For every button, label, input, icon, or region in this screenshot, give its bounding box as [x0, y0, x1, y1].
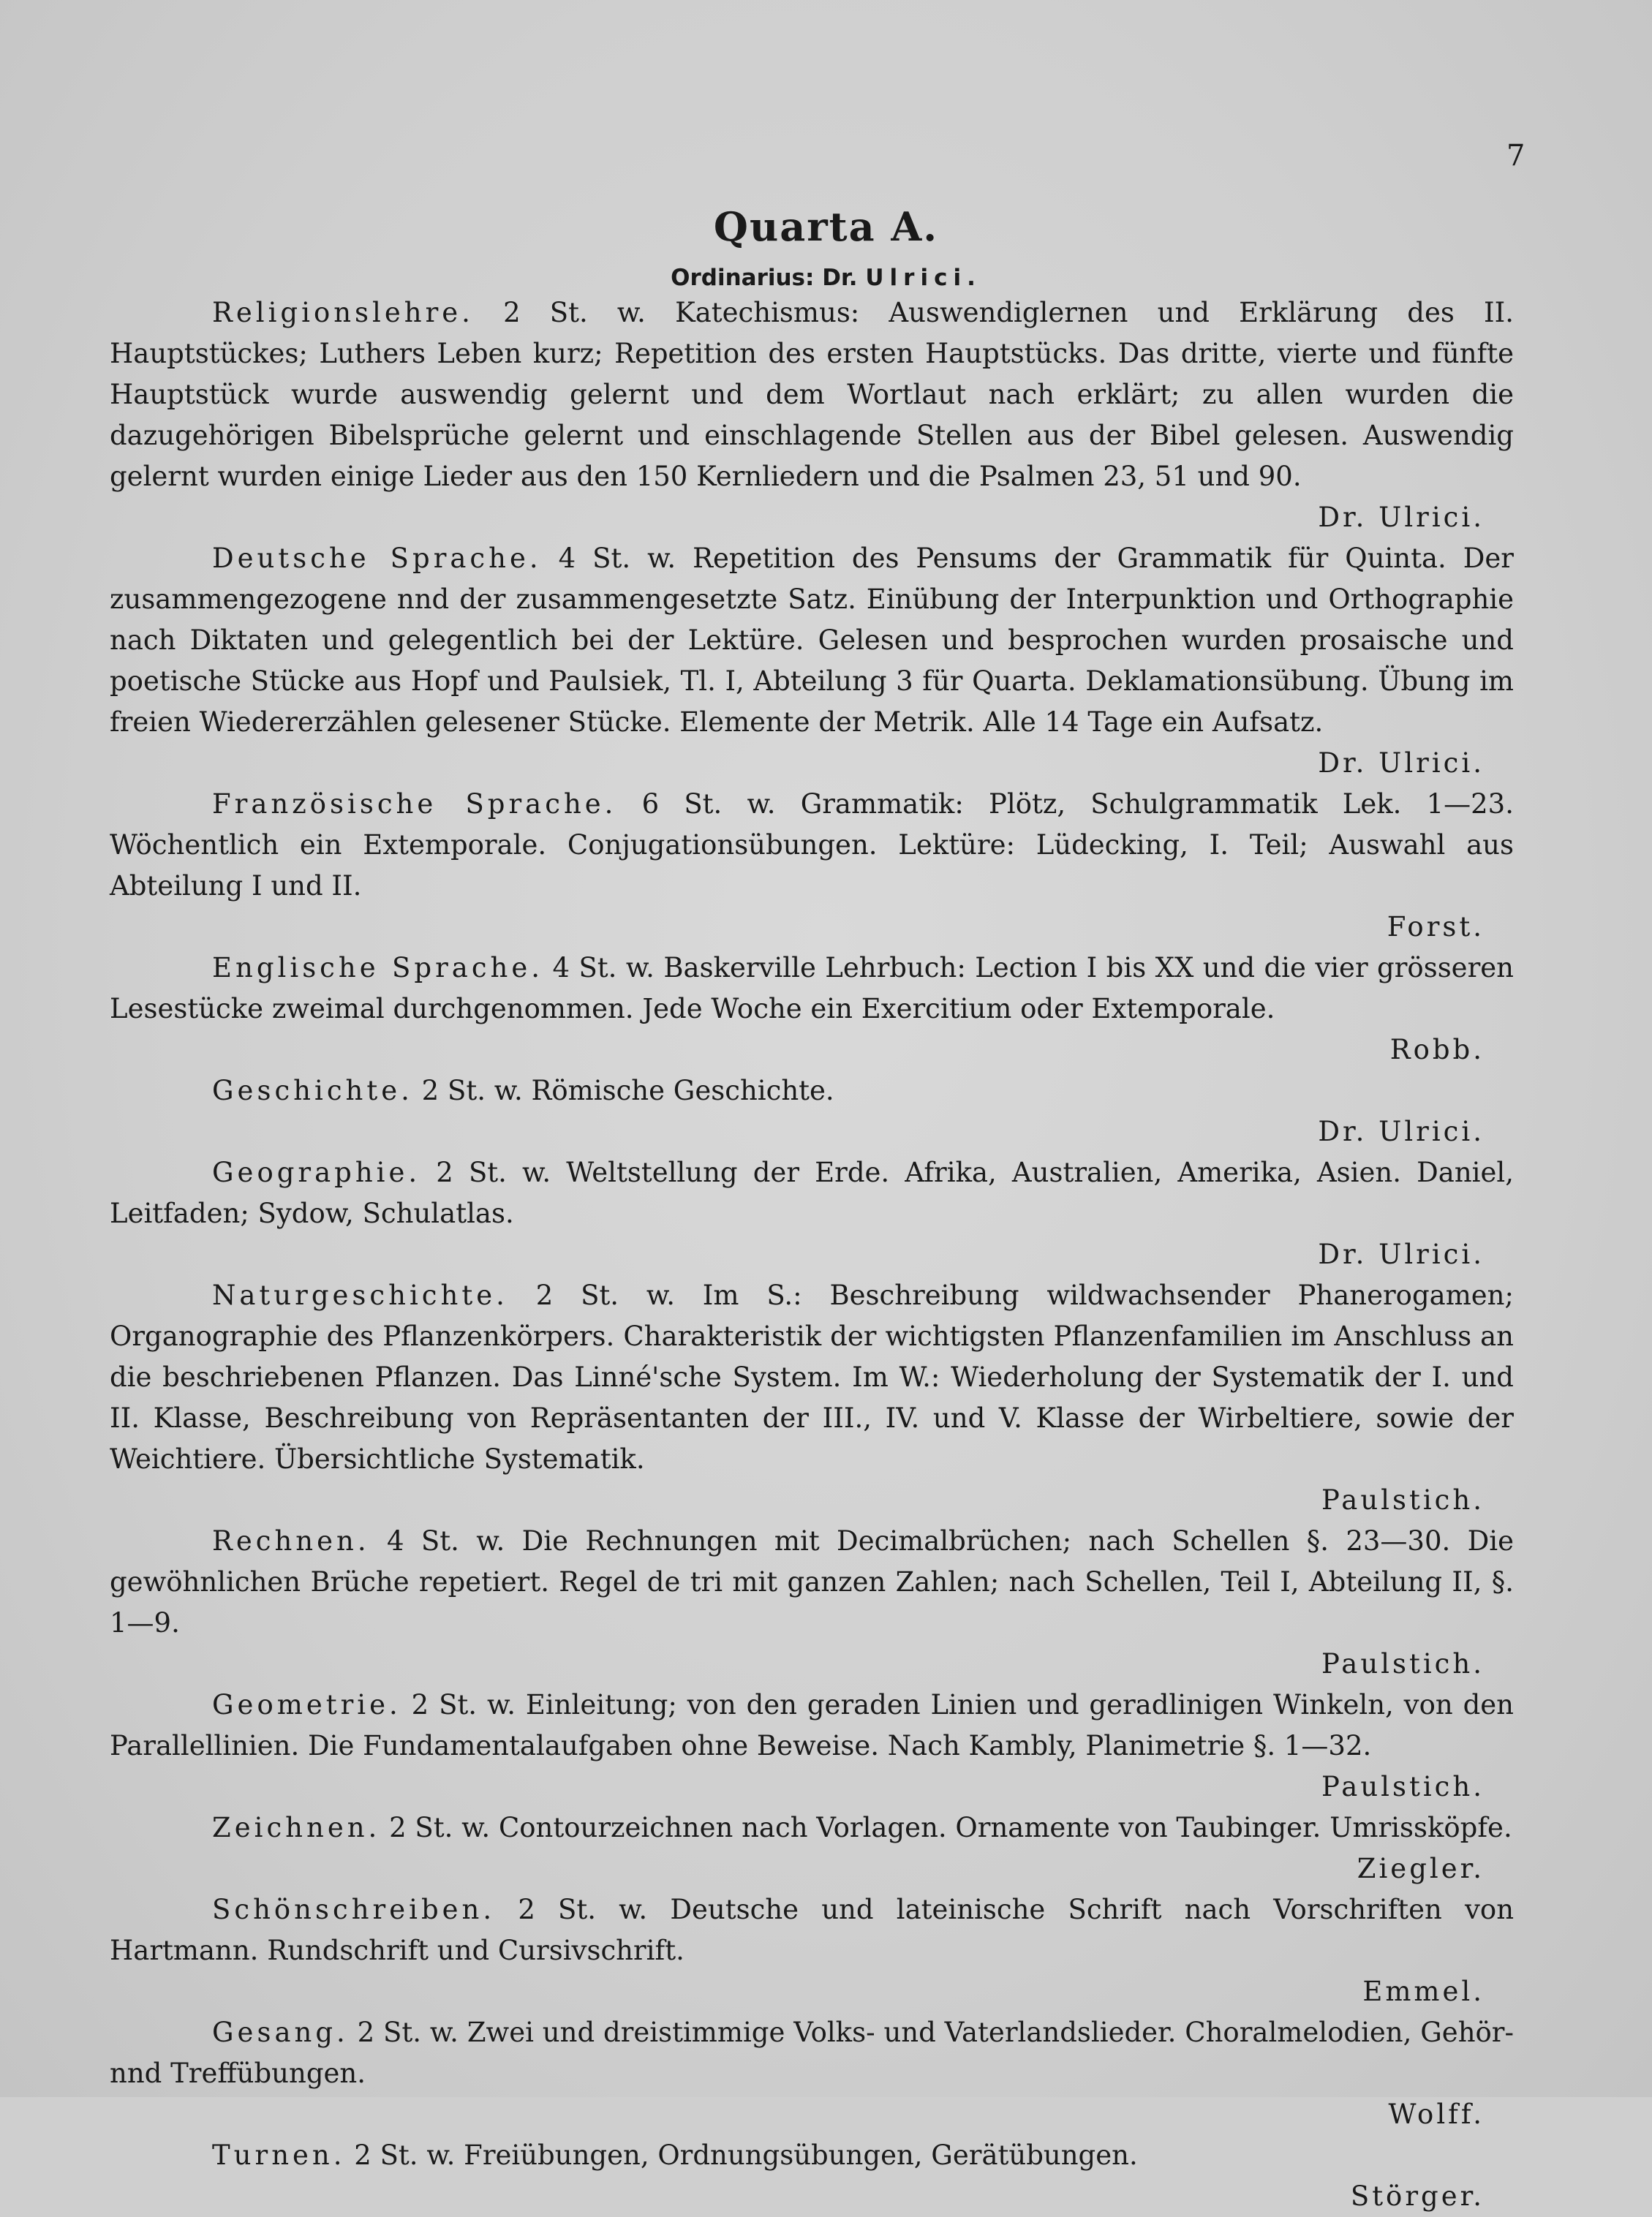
section-rechnen	[110, 1521, 1514, 1685]
section-hours: 4 St. w.	[558, 543, 676, 574]
section-subject: Geometrie.	[212, 1689, 401, 1721]
section-subject: Französische Sprache.	[212, 788, 617, 820]
ordinarius-line	[0, 265, 1652, 291]
section-subject: Deutsche Sprache.	[212, 543, 542, 574]
section-teacher: Dr. Ulrici.	[1318, 747, 1485, 779]
section-teacher: Paulstich.	[1321, 1484, 1485, 1516]
section-teacher: Forst.	[1387, 911, 1485, 943]
section-zeichnen	[110, 1808, 1514, 1889]
ordinarius-label: Ordinarius: Dr.	[671, 265, 858, 291]
section-subject: Rechnen.	[212, 1525, 370, 1557]
section-englische-sprache	[110, 948, 1514, 1070]
page-title: Quarta A.	[713, 203, 939, 250]
section-hours: 2 St. w.	[436, 1157, 551, 1188]
section-franzoesische-sprache	[110, 784, 1514, 948]
section-gesang	[110, 2012, 1514, 2135]
section-hours: 2 St. w.	[354, 2139, 456, 2171]
section-text: Baskerville Lehrbuch: Lection I bis XX und die vier grösseren Lesestücke zweimal durchgenommen. Jede Woche ein Exercitium oder Extemporale.	[110, 952, 1514, 1024]
section-teacher: Dr. Ulrici.	[1318, 1239, 1485, 1270]
section-text: Römische Geschichte.	[531, 1075, 834, 1106]
section-hours: 4 St. w.	[386, 1525, 505, 1557]
section-teacher: Paulstich.	[1321, 1648, 1485, 1680]
section-subject: Religionslehre.	[212, 297, 474, 328]
section-hours: 4 St. w.	[552, 952, 655, 983]
section-teacher: Paulstich.	[1321, 1771, 1485, 1802]
section-teacher: Störger.	[1350, 2180, 1485, 2212]
section-religionslehre	[110, 292, 1514, 538]
section-subject: Turnen.	[212, 2139, 346, 2171]
section-hours: 2 St. w.	[411, 1689, 516, 1721]
section-schoenschreiben	[110, 1889, 1514, 2012]
section-subject: Schönschreiben.	[212, 1894, 496, 1925]
section-turnen	[110, 2135, 1514, 2217]
ordinarius-name: Ulrici.	[865, 265, 981, 291]
section-teacher: Robb.	[1389, 1034, 1485, 1065]
section-subject: Zeichnen.	[212, 1812, 381, 1843]
section-teacher: Emmel.	[1362, 1976, 1485, 2007]
section-subject: Geographie.	[212, 1157, 421, 1188]
section-hours: 2 St. w.	[357, 2017, 459, 2048]
section-text: Die Rechnungen mit Decimalbrüchen; nach Schellen §. 23—30. Die gewöhnlichen Brüche repetiert. Regel de tri mit ganzen Zahlen; nach Schellen, Teil I, Abteilung II, §. 1—9.	[110, 1525, 1515, 1639]
section-text: Contourzeichnen nach Vorlagen. Ornamente von Taubinger. Umrissköpfe.	[498, 1812, 1512, 1843]
section-hours: 2 St. w.	[503, 297, 646, 328]
section-naturgeschichte	[110, 1275, 1514, 1521]
section-subject: Naturgeschichte.	[212, 1280, 508, 1311]
section-teacher: Wolff.	[1388, 2099, 1485, 2130]
section-hours: 2 St. w.	[518, 1894, 648, 1925]
section-text: Katechismus: Auswendiglernen und Erklärung des II. Hauptstückes; Luthers Leben kurz; Repetition des ersten Hauptstücks. Das dritte, vierte und fünfte Hauptstück wurde auswendig gelernt und dem Wortlaut nach erklärt; zu allen wurden die dazugehörigen Bibelsprüche gelernt und einschlagende Stellen aus der Bibel gelesen. Auswendig gelernt wurden einige Lieder aus den 150 Kernliedern und die Psalmen 23, 51 und 90.	[110, 297, 1514, 492]
section-hours: 2 St. w.	[389, 1812, 491, 1843]
section-teacher: Dr. Ulrici.	[1318, 1116, 1485, 1147]
section-subject: Gesang.	[212, 2017, 349, 2048]
section-text: Repetition des Pensums der Grammatik für Quinta. Der zusammengezogene nnd der zusammengesetzte Satz. Einübung der Interpunktion und Orthographie nach Diktaten und gelegentlich bei der Lektüre. Gelesen und besprochen wurden prosaische und poetische Stücke aus Hopf und Paulsiek, Tl. I, Abteilung 3 für Quarta. Deklamationsübung. Übung im freien Wiedererzählen gelesener Stücke. Elemente der Metrik. Alle 14 Tage ein Aufsatz.	[110, 543, 1514, 738]
section-hours: 2 St. w.	[535, 1280, 675, 1311]
section-hours: 6 St. w.	[641, 788, 776, 820]
section-geographie	[110, 1152, 1514, 1275]
section-teacher: Dr. Ulrici.	[1318, 502, 1485, 533]
section-text: Zwei und dreistimmige Volks- und Vaterlandslieder. Choralmelodien, Gehör- nnd Treffübungen.	[110, 2017, 1514, 2089]
section-teacher: Ziegler.	[1357, 1853, 1485, 1884]
section-text: Weltstellung der Erde. Afrika, Australien, Amerika, Asien. Daniel, Leitfaden; Sydow, Schulatlas.	[110, 1157, 1514, 1229]
section-text: Im S.: Beschreibung wildwachsender Phanerogamen; Organographie des Pflanzenkörpers. Charakteristik der wichtigsten Pflanzenfamilien im Anschluss an die beschriebenen Pflanzen. Das Linné'sche System. Im W.: Wiederholung der Systematik der I. und II. Klasse, Beschreibung von Repräsentanten der III., IV. und V. Klasse der Wirbeltiere, sowie der Weichtiere. Übersichtliche Systematik.	[110, 1280, 1514, 1475]
section-text: Grammatik: Plötz, Schulgrammatik Lek. 1—23. Wöchentlich ein Extemporale. Conjugationsübungen. Lektüre: Lüdecking, I. Teil; Auswahl aus Abteilung I und II.	[110, 788, 1514, 902]
course-sections	[110, 292, 1514, 2217]
section-text: Einleitung; von den geraden Linien und geradlinigen Winkeln, von den Parallellinien. Die Fundamentalaufgaben ohne Beweise. Nach Kambly, Planimetrie §. 1—32.	[110, 1689, 1514, 1761]
section-geometrie	[110, 1685, 1514, 1808]
section-text: Deutsche und lateinische Schrift nach Vorschriften von Hartmann. Rundschrift und Cursivschrift.	[110, 1894, 1515, 1966]
section-deutsche-sprache	[110, 538, 1514, 784]
section-subject: Englische Sprache.	[212, 952, 544, 983]
section-hours: 2 St. w.	[421, 1075, 523, 1106]
section-geschichte	[110, 1070, 1514, 1152]
section-subject: Geschichte.	[212, 1075, 413, 1106]
section-text: Freiübungen, Ordnungsübungen, Gerätübungen.	[464, 2139, 1138, 2171]
page-number: 7	[1506, 139, 1525, 173]
